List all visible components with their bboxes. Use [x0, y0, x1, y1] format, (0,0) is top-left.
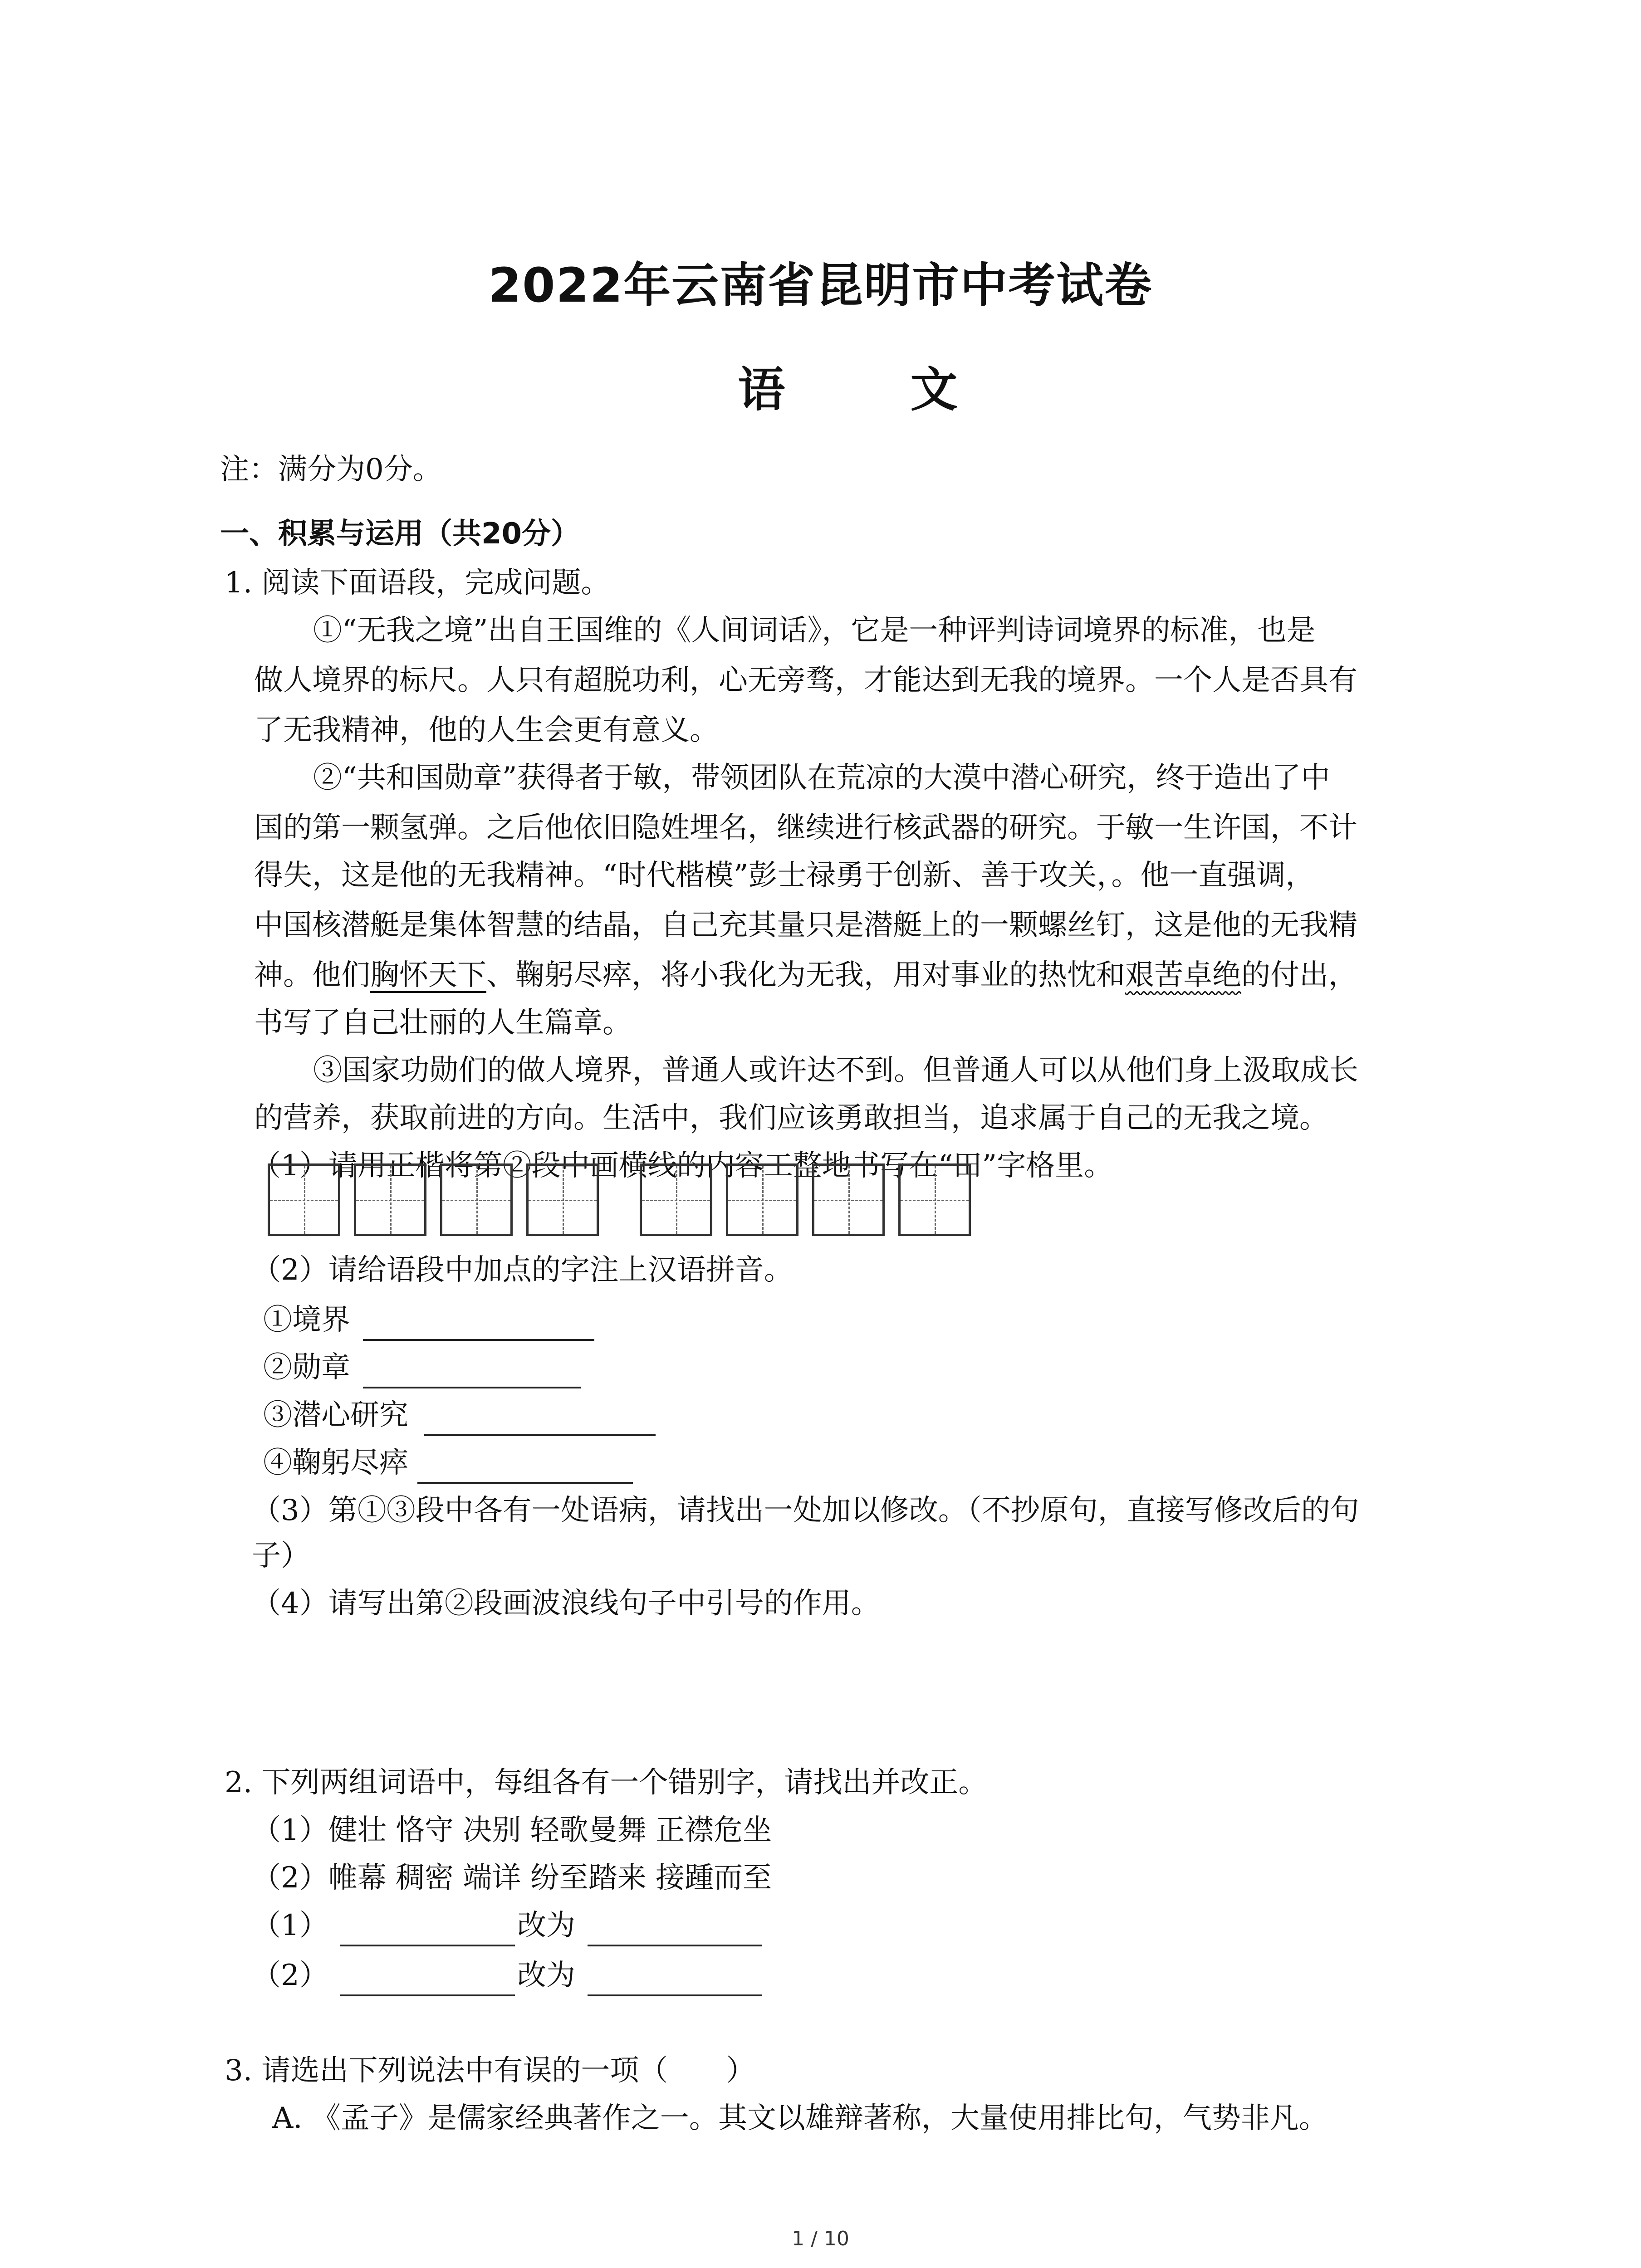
passage-line: 国的第一颗氢弹。之后他依旧隐姓埋名，继续进行核武器的研究。于敏一生许国，不计 [254, 811, 1357, 845]
score-note: 注：满分为0分。 [220, 453, 442, 486]
passage-line: ③国家功勋们的做人境界，普通人或许达不到。但普通人可以从他们身上汲取成长 [313, 1054, 1358, 1087]
tian-cell[interactable] [440, 1163, 513, 1236]
passage-line: 书写了自己壮丽的人生篇章。 [254, 1006, 632, 1040]
tian-cell[interactable] [268, 1163, 340, 1236]
tian-cell[interactable] [640, 1163, 712, 1236]
passage-line: 做人境界的标尺。人只有超脱功利，心无旁骛，才能达到无我的境界。一个人是否具有 [254, 664, 1357, 697]
pinyin-item: ④鞠躬尽瘁 [263, 1446, 408, 1480]
passage-line: 中国核潜艇是集体智慧的结晶，自己充其量只是潜艇上的一颗螺丝钉，这是他的无我精 [254, 909, 1357, 942]
subquestion-2: （2）请给语段中加点的字注上汉语拼音。 [252, 1253, 793, 1287]
passage-line: 得失，这是他的无我精神。“时代楷模”彭士禄勇于创新、善于攻关，。他一直强调， [254, 859, 1315, 892]
answer-blank[interactable] [588, 1940, 762, 1946]
underlined-phrase: 胸怀天下 [370, 958, 486, 992]
question-2-stem: 2. 下列两组词语中，每组各有一个错别字，请找出并改正。 [225, 1766, 988, 1799]
answer-blank[interactable] [340, 1940, 515, 1946]
subquestion-1: （1）请用正楷将第②段中画横线的内容工整地书写在“田”字格里。 [252, 1149, 1113, 1183]
question-1-stem: 1. 阅读下面语段，完成问题。 [225, 566, 610, 600]
word-group-1: （1）健壮 恪守 决别 轻歌曼舞 正襟危坐 [252, 1813, 772, 1847]
subquestion-4: （4）请写出第②段画波浪线句子中引号的作用。 [252, 1587, 880, 1620]
subquestion-3: （3）第①③段中各有一处语病，请找出一处加以修改。（不抄原句，直接写修改后的句 [252, 1494, 1359, 1527]
question-3-stem: 3. 请选出下列说法中有误的一项（ ） [225, 2054, 755, 2087]
pinyin-item: ②勋章 [263, 1351, 350, 1384]
passage-line: ②“共和国勋章”获得者于敏，带领团队在荒凉的大漠中潜心研究，终于造出了中 [313, 761, 1330, 795]
answer-blank[interactable] [340, 1990, 515, 1996]
subquestion-3-cont: 子） [252, 1539, 310, 1573]
subject-title: 语 文 [738, 362, 1012, 417]
change-to-label: 改为 [517, 1909, 575, 1942]
passage-line [254, 953, 1357, 998]
text-segment: 的付出， [1241, 958, 1357, 992]
answer-blank[interactable] [363, 1334, 594, 1341]
passage-line: ①“无我之境”出自王国维的《人间词话》，它是一种评判诗词境界的标准，也是 [313, 614, 1316, 647]
pinyin-item: ③潜心研究 [263, 1398, 408, 1432]
text-segment: 、鞠躬尽瘁，将小我化为无我，用对事业的热忱和 [486, 958, 1125, 992]
text-segment: 神。他们 [254, 958, 370, 992]
tian-cell[interactable] [898, 1163, 971, 1236]
passage-line: 的营养，获取前进的方向。生活中，我们应该勇敢担当，追求属于自己的无我之境。 [254, 1101, 1328, 1135]
page-title: 2022年云南省昆明市中考试卷 [488, 258, 1153, 313]
word-group-2: （2）帷幕 稠密 端详 纷至踏来 接踵而至 [252, 1861, 772, 1895]
answer-blank[interactable] [424, 1430, 656, 1436]
wavy-underlined-phrase: 艰苦卓绝 [1125, 958, 1241, 992]
tian-cell[interactable] [726, 1163, 798, 1236]
tian-cell[interactable] [354, 1163, 426, 1236]
correction-row-2: （2） [252, 1959, 328, 1992]
option-a[interactable]: A. 《孟子》是儒家经典著作之一。其文以雄辩著称，大量使用排比句，气势非凡。 [272, 2102, 1328, 2135]
change-to-label: 改为 [517, 1959, 575, 1992]
passage-line: 了无我精神，他的人生会更有意义。 [254, 714, 719, 747]
answer-blank[interactable] [588, 1990, 762, 1996]
section-heading: 一、积累与运用（共20分） [220, 517, 580, 551]
answer-blank[interactable] [363, 1382, 581, 1388]
page-number: 1 / 10 [792, 2227, 849, 2250]
tian-cell[interactable] [812, 1163, 885, 1236]
answer-blank[interactable] [417, 1477, 633, 1484]
correction-row-1: （1） [252, 1909, 328, 1942]
pinyin-item: ①境界 [263, 1303, 350, 1337]
tian-cell[interactable] [526, 1163, 599, 1236]
